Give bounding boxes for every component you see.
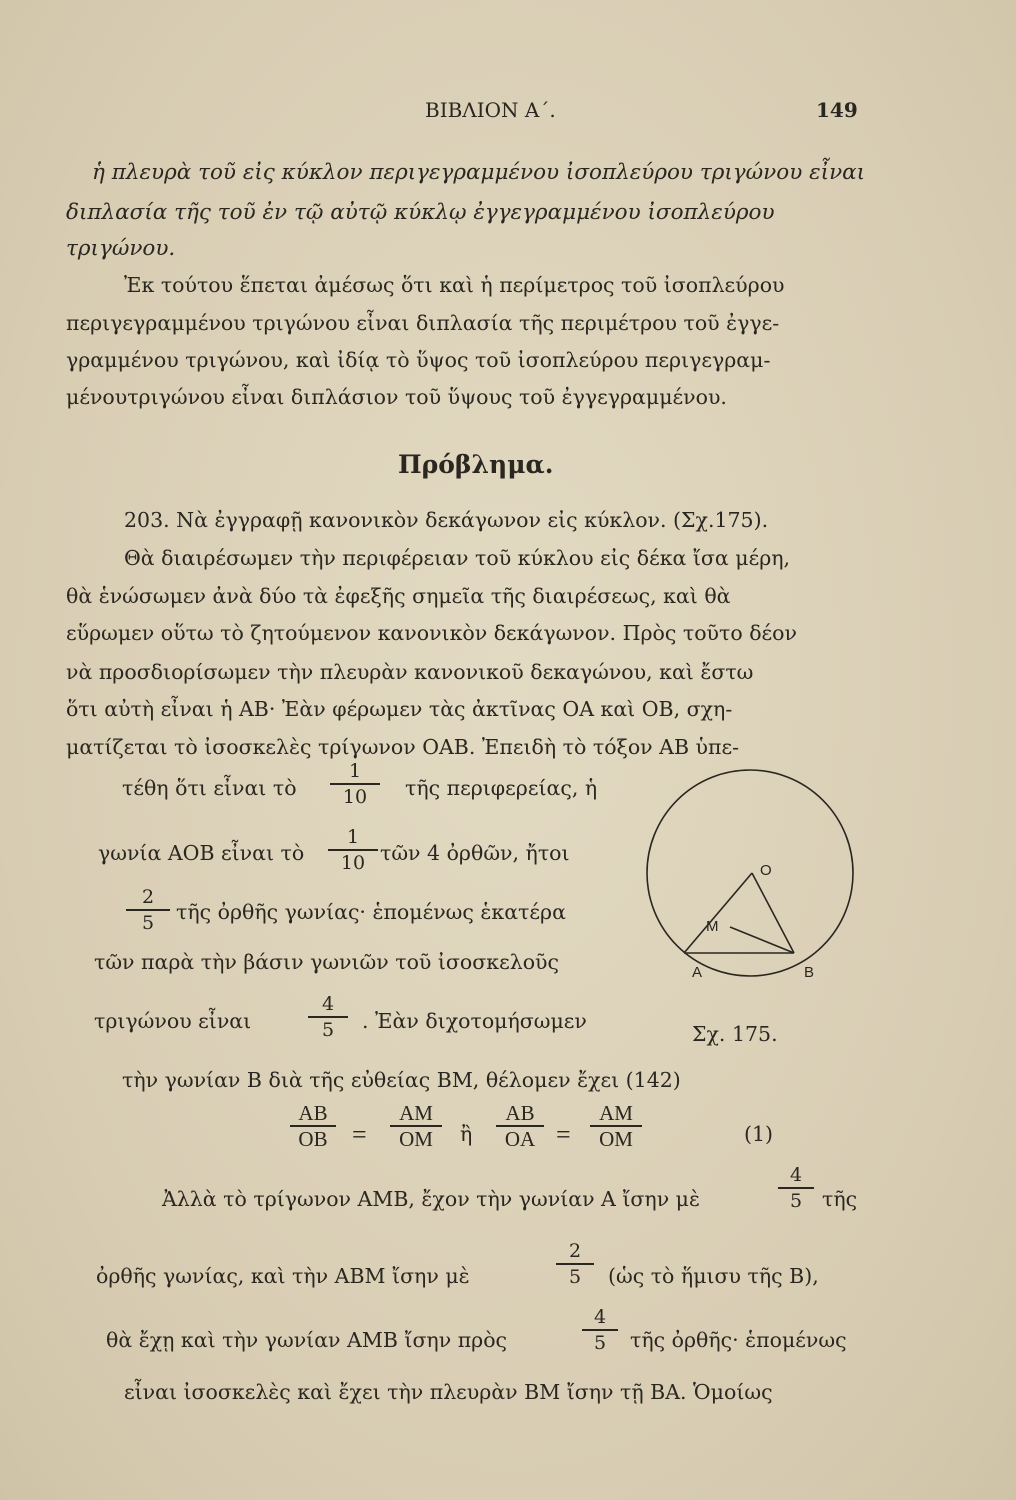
- fraction-one-tenth: 1 10: [328, 826, 378, 874]
- paragraph-line: περιγεγραμμένου τριγώνου εἶναι διπλασία τῆς περιμέτρου τοῦ ἐγγε-: [66, 311, 780, 335]
- text-line: θὰ ἔχῃ καὶ τὴν γωνίαν ΑΜΒ ἴσην πρὸς: [106, 1328, 508, 1352]
- figure-caption: Σχ. 175.: [692, 1022, 778, 1046]
- theorem-line: ἡ πλευρὰ τοῦ εἰς κύκλον περιγεγραμμένου ἰσοπλεύρου τριγώνου εἶναι: [92, 160, 866, 185]
- eq-fraction-AM-OM: AM OM: [390, 1102, 442, 1150]
- fraction-two-fifths: 2 5: [556, 1240, 594, 1288]
- equals-sign: =: [556, 1120, 571, 1149]
- problem-line: νὰ προσδιορίσωμεν τὴν πλευρὰν κανονικοῦ δεκαγώνου, καὶ ἔστω: [66, 660, 754, 684]
- paragraph-line: μένουτριγώνου εἶναι διπλάσιον τοῦ ὕψους τοῦ ἐγγεγραμμένου.: [66, 385, 727, 409]
- conjunction: ἢ: [460, 1122, 473, 1146]
- fraction-four-fifths: 4 5: [778, 1164, 814, 1212]
- radius-OA: [684, 873, 752, 953]
- label-A: A: [692, 964, 703, 981]
- problem-line: ὅτι αὐτὴ εἶναι ἡ ΑΒ· Ἐὰν φέρωμεν τὰς ἀκτῖνας ΟΑ καὶ ΟΒ, σχη-: [66, 697, 733, 721]
- eq-fraction-AB-OA: AB OA: [496, 1102, 544, 1150]
- bisector-BM: [730, 927, 794, 953]
- text-line: Ἀλλὰ τὸ τρίγωνον ΑΜΒ, ἔχον τὴν γωνίαν Α ἴσην μὲ: [162, 1187, 700, 1211]
- fraction-four-fifths: 4 5: [308, 993, 348, 1041]
- label-O: O: [760, 862, 772, 879]
- problem-line: θὰ ἑνώσωμεν ἀνὰ δύο τὰ ἐφεξῆς σημεῖα τῆς διαιρέσεως, καὶ θὰ: [66, 584, 731, 608]
- side-text: τὴν γωνίαν Β διὰ τῆς εὐθείας ΒΜ, θέλομεν ἔχει (142): [122, 1068, 681, 1092]
- figure-175: [632, 755, 862, 1015]
- side-text: . Ἐὰν διχοτομήσωμεν: [362, 1009, 587, 1033]
- text-line: τῆς: [822, 1187, 858, 1211]
- radius-OB: [752, 873, 794, 953]
- side-text: τέθη ὅτι εἶναι τὸ: [122, 776, 297, 800]
- fraction-four-fifths: 4 5: [582, 1306, 618, 1354]
- text-line: ὀρθῆς γωνίας, καὶ τὴν ΑΒΜ ἴσην μὲ: [96, 1264, 470, 1288]
- fraction-one-tenth: 1 10: [330, 760, 380, 808]
- text-line: τῆς ὀρθῆς· ἑπομένως: [630, 1328, 847, 1352]
- running-header: ΒΙΒΛΙΟΝ Α΄.: [425, 98, 556, 122]
- problem-line: εὕρωμεν οὕτω τὸ ζητούμενον κανονικὸν δεκάγωνον. Πρὸς τοῦτο δέον: [66, 621, 797, 645]
- eq-fraction-AB-OB: AB OB: [290, 1102, 336, 1150]
- problem-line: ματίζεται τὸ ἰσοσκελὲς τρίγωνον ΟΑΒ. Ἐπειδὴ τὸ τόξον ΑΒ ὑπε-: [66, 735, 740, 759]
- side-text: τῆς ὀρθῆς γωνίας· ἑπομένως ἑκατέρα: [176, 900, 566, 924]
- fraction-two-fifths: 2 5: [126, 886, 170, 934]
- eq-fraction-AM-OM: AM OM: [590, 1102, 642, 1150]
- section-title: Πρόβλημα.: [398, 450, 554, 479]
- side-text: τῶν 4 ὀρθῶν, ἤτοι: [380, 841, 570, 865]
- theorem-line: διπλασία τῆς τοῦ ἐν τῷ αὐτῷ κύκλῳ ἐγγεγραμμένου ἰσοπλεύρου: [66, 200, 775, 225]
- side-text: τριγώνου εἶναι: [94, 1009, 252, 1033]
- equation-label: (1): [744, 1122, 774, 1146]
- side-text: τῆς περιφερείας, ἡ: [405, 776, 598, 800]
- page-number: 149: [816, 98, 858, 122]
- side-text: γωνία ΑΟΒ εἶναι τὸ: [98, 841, 305, 865]
- circle: [647, 770, 853, 976]
- paragraph-line: Ἐκ τούτου ἕπεται ἀμέσως ὅτι καὶ ἡ περίμετρος τοῦ ἰσοπλεύρου: [124, 273, 785, 297]
- label-B: B: [804, 964, 815, 981]
- side-text: τῶν παρὰ τὴν βάσιν γωνιῶν τοῦ ἰσοσκελοῦς: [94, 950, 559, 974]
- problem-line: 203. Νὰ ἐγγραφῇ κανονικὸν δεκάγωνον εἰς κύκλον. (Σχ.175).: [124, 508, 769, 532]
- paragraph-line: γραμμένου τριγώνου, καὶ ἰδίᾳ τὸ ὕψος τοῦ ἰσοπλεύρου περιγεγραμ-: [66, 348, 771, 372]
- problem-line: Θὰ διαιρέσωμεν τὴν περιφέρειαν τοῦ κύκλου εἰς δέκα ἴσα μέρη,: [124, 546, 791, 570]
- label-M: M: [706, 918, 719, 935]
- text-line: (ὡς τὸ ἥμισυ τῆς Β),: [608, 1264, 819, 1288]
- theorem-line: τριγώνου.: [66, 236, 176, 261]
- text-line: εἶναι ἰσοσκελὲς καὶ ἔχει τὴν πλευρὰν ΒΜ ἴσην τῇ ΒΑ. Ὁμοίως: [124, 1380, 773, 1404]
- equals-sign: =: [352, 1120, 367, 1149]
